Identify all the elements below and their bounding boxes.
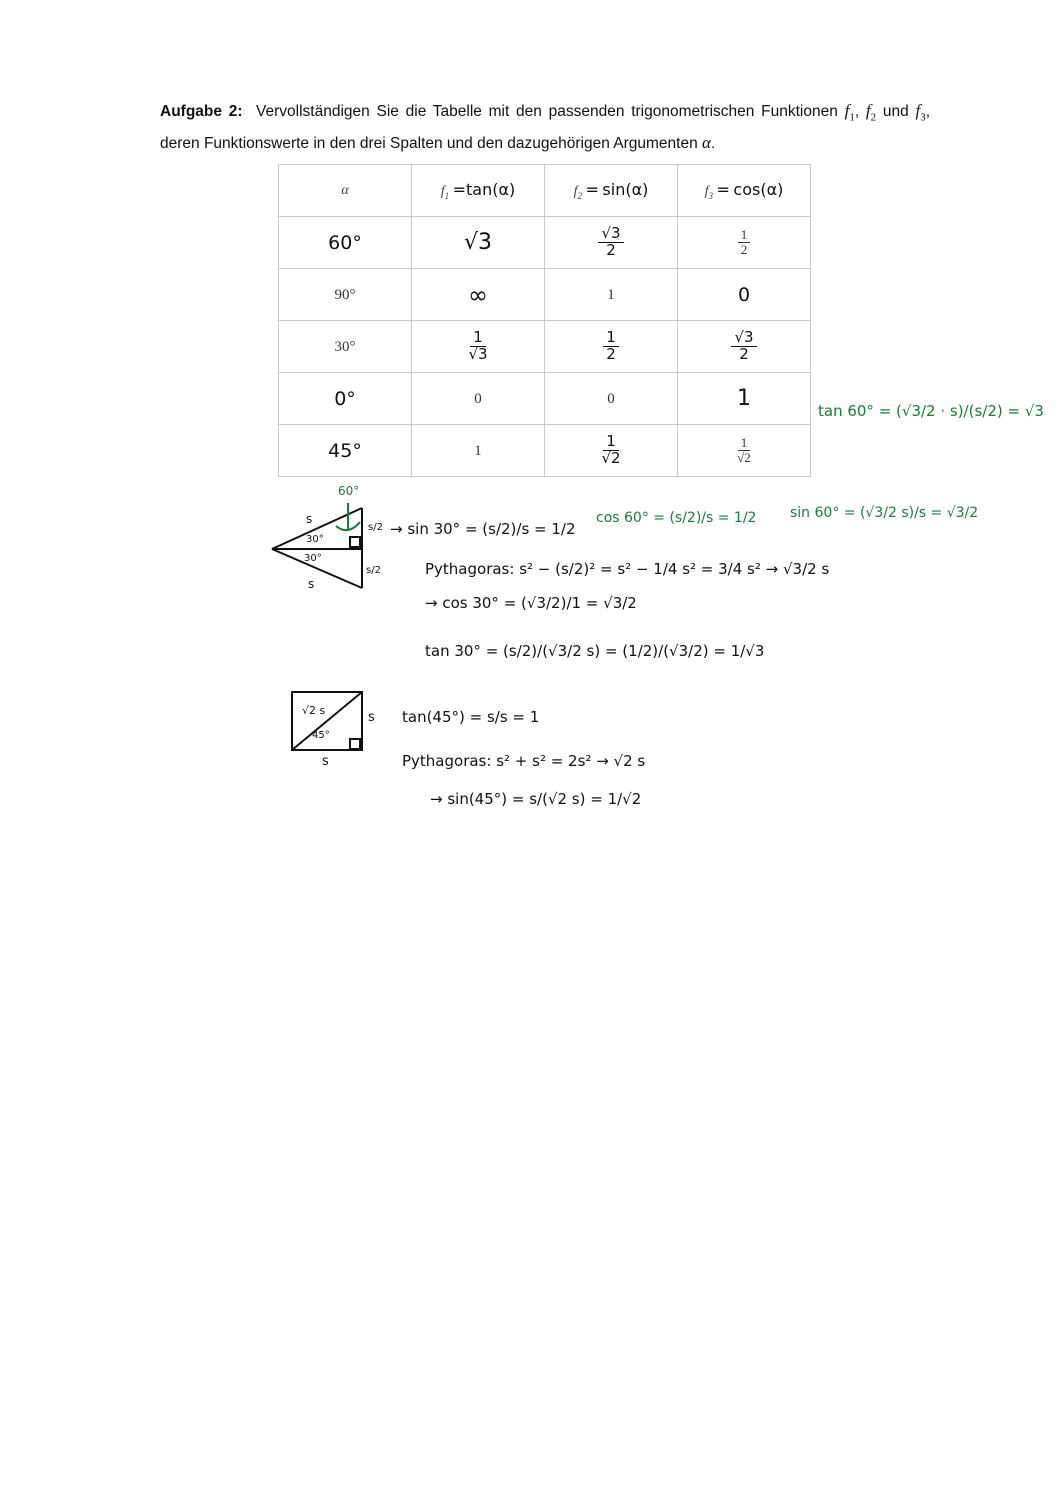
square-sketch bbox=[292, 692, 362, 750]
note-angle60: 60° bbox=[338, 484, 360, 498]
note-pythagoras-2: Pythagoras: s² + s² = 2s² → √2 s bbox=[402, 752, 646, 770]
cell-f1: $\frac{1}{√3}$ bbox=[412, 321, 545, 373]
tri-30a: 30° bbox=[306, 534, 324, 545]
cell-f3: $\frac{√3}{2}$ bbox=[678, 321, 811, 373]
f1-symbol: $f_1$ bbox=[844, 101, 855, 124]
cell-f2: $\frac{1}{2}$ bbox=[545, 321, 678, 373]
tri-s-bottom: s bbox=[308, 577, 315, 591]
cell-f3: 0 bbox=[678, 269, 811, 321]
cell-f2: 0 bbox=[545, 373, 678, 425]
note-pythagoras-1: Pythagoras: s² − (s/2)² = s² − 1/4 s² = 3/4 s² → √3/2 s bbox=[425, 560, 830, 578]
note-sin30: → sin 30° = (s/2)/s = 1/2 bbox=[390, 520, 576, 538]
sq-45: 45° bbox=[312, 730, 330, 741]
f3-symbol: $f_3$ bbox=[915, 101, 926, 124]
cell-alpha: 60° bbox=[279, 217, 412, 269]
note-tan45: tan(45°) = s/s = 1 bbox=[402, 708, 540, 726]
cell-f3: $\frac{1}{√2}$ bbox=[678, 425, 811, 477]
sq-s-right: s bbox=[368, 710, 375, 725]
sq-s-bottom: s bbox=[322, 754, 329, 769]
alpha-symbol: α bbox=[702, 133, 711, 153]
task-statement: Aufgabe 2: Vervollständigen Sie die Tabelle mit den passenden trigonometrischen Funktionen $f_1$, $f_2$ und $f_3$, deren Funktionswerte in den drei Spalten und den dazugehörigen Argumenten α. bbox=[160, 101, 931, 153]
cell-f3: 1 bbox=[678, 373, 811, 425]
header-f1: $f_1 =\tan(\alpha)$ bbox=[412, 165, 545, 217]
cell-f1: ∞ bbox=[412, 269, 545, 321]
cell-alpha: 0° bbox=[279, 373, 412, 425]
f2-symbol: $f_2$ bbox=[865, 101, 877, 124]
task-text-after: , deren Funktionswerte in den drei Spalten und den dazugehörigen Argumenten bbox=[160, 103, 931, 153]
tri-s-top: s bbox=[306, 512, 313, 526]
cell-f3: $\frac{1}{2}$ bbox=[678, 217, 811, 269]
cell-f1: √3 bbox=[412, 217, 545, 269]
note-sin45: → sin(45°) = s/(√2 s) = 1/√2 bbox=[430, 790, 642, 808]
cell-alpha: 30° bbox=[279, 321, 412, 373]
note-tan30: tan 30° = (s/2)/(√3/2 s) = (1/2)/(√3/2) = 1/√3 bbox=[425, 642, 765, 660]
cell-f2: $\frac{1}{√2}$ bbox=[545, 425, 678, 477]
task-und: und bbox=[882, 103, 909, 120]
cell-f1: 0 bbox=[412, 373, 545, 425]
cell-f2: $\frac{√3}{2}$ bbox=[545, 217, 678, 269]
cell-f1: 1 bbox=[412, 425, 545, 477]
tri-half-a: s/2 bbox=[368, 522, 383, 533]
header-alpha: α bbox=[279, 165, 412, 217]
cell-f2: 1 bbox=[545, 269, 678, 321]
note-cos30: → cos 30° = (√3/2)/1 = √3/2 bbox=[425, 594, 637, 612]
task-text-before: Vervollständigen Sie die Tabelle mit den passenden trigonometrischen Funktionen bbox=[256, 103, 838, 120]
note-sin60: sin 60° = (√3/2 s)/s = √3/2 bbox=[790, 505, 979, 521]
task-label: Aufgabe 2: bbox=[160, 103, 243, 120]
sq-diag: √2 s bbox=[302, 704, 326, 717]
cell-alpha: 90° bbox=[279, 269, 412, 321]
tri-30b: 30° bbox=[304, 553, 322, 564]
cell-alpha: 45° bbox=[279, 425, 412, 477]
note-tan60: tan 60° = (√3/2 · s)/(s/2) = √3 bbox=[818, 402, 1044, 420]
note-cos60: cos 60° = (s/2)/s = 1/2 bbox=[596, 510, 757, 526]
header-f2: $f_2 = \sin(\alpha)$ bbox=[545, 165, 678, 217]
tri-half-b: s/2 bbox=[366, 565, 381, 576]
header-f3: $f_3 = \cos(\alpha)$ bbox=[678, 165, 811, 217]
